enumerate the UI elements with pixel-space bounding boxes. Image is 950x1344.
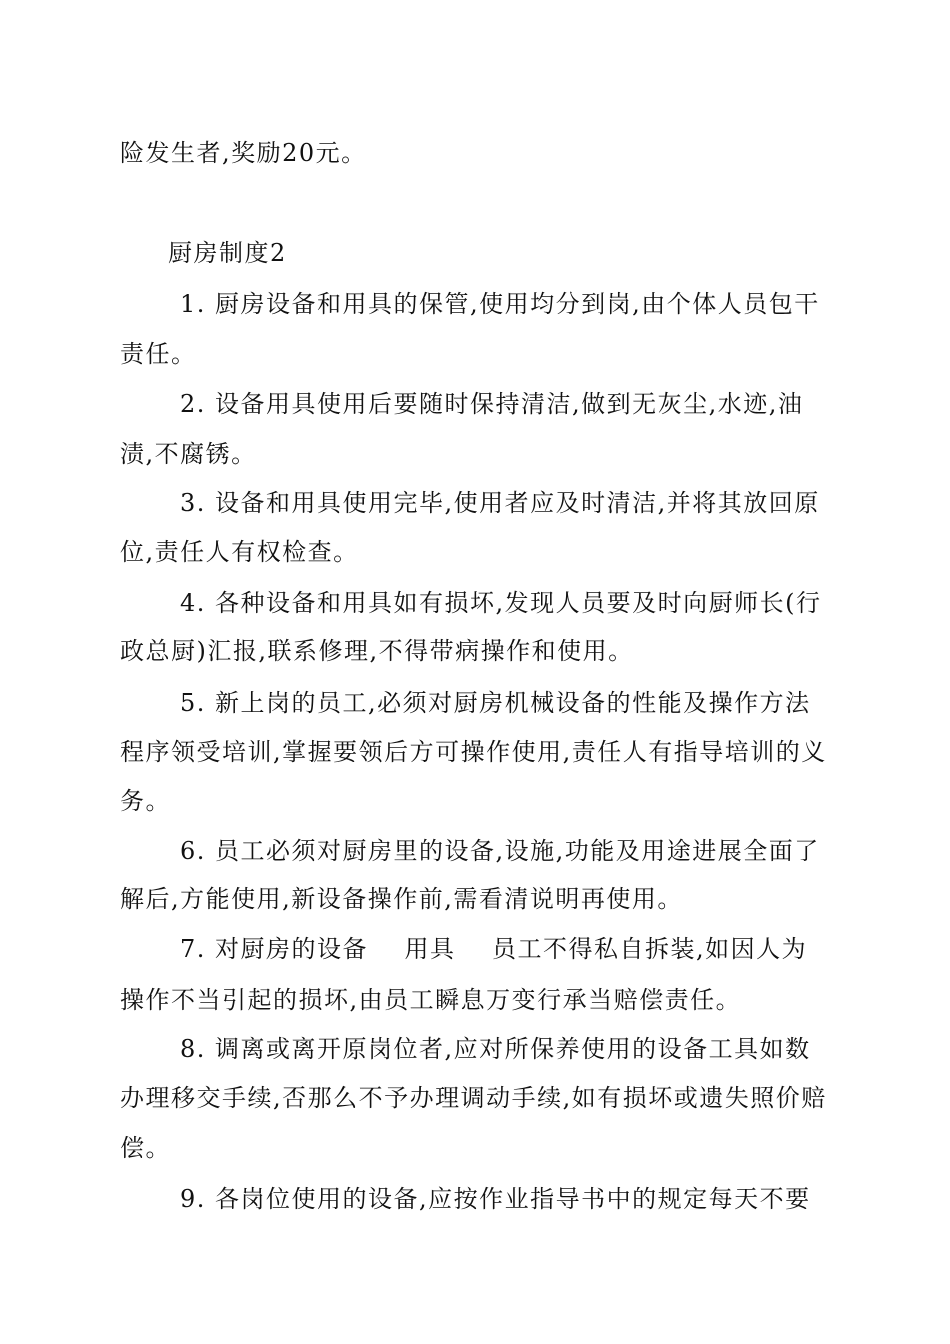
list-item-7-line-2: 操作不当引起的损坏,由员工瞬息万变行承当赔偿责任。 [120, 986, 742, 1014]
list-item-2-line-2: 渍,不腐锈。 [120, 440, 257, 468]
list-item-3-line-2: 位,责任人有权检查。 [120, 538, 359, 566]
list-item-4-line-2: 政总厨)汇报,联系修理,不得带病操作和使用。 [120, 637, 634, 665]
list-item-2-line-1: 2. 设备用具使用后要随时保持清洁,做到无灰尘,水迹,油 [180, 390, 804, 418]
list-item-4-line-1: 4. 各种设备和用具如有损坏,发现人员要及时向厨师长(行 [180, 589, 822, 617]
list-item-6-line-2: 解后,方能使用,新设备操作前,需看清说明再使用。 [120, 885, 683, 913]
section-title: 厨房制度2 [168, 239, 287, 267]
list-item-1-line-2: 责任。 [120, 340, 197, 368]
list-item-1-line-1: 1. 厨房设备和用具的保管,使用均分到岗,由个体人员包干 [180, 290, 820, 318]
list-item-8-line-2: 办理移交手续,否那么不予办理调动手续,如有损坏或遗失照价赔 [120, 1084, 827, 1112]
list-item-5-line-3: 务。 [120, 787, 171, 815]
list-item-5-line-1: 5. 新上岗的员工,必须对厨房机械设备的性能及操作方法 [180, 689, 811, 717]
list-item-8-line-3: 偿。 [120, 1134, 171, 1162]
list-item-6-line-1: 6. 员工必须对厨房里的设备,设施,功能及用途进展全面了 [180, 837, 820, 865]
continuation-text: 险发生者,奖励20元。 [120, 139, 367, 167]
list-item-7-line-1: 7. 对厨房的设备 用具 员工不得私自拆装,如因人为 [180, 935, 808, 963]
list-item-8-line-1: 8. 调离或离开原岗位者,应对所保养使用的设备工具如数 [180, 1035, 811, 1063]
list-item-3-line-1: 3. 设备和用具使用完毕,使用者应及时清洁,并将其放回原 [180, 489, 820, 517]
list-item-5-line-2: 程序领受培训,掌握要领后方可操作使用,责任人有指导培训的义 [120, 738, 827, 766]
list-item-9-line-1: 9. 各岗位使用的设备,应按作业指导书中的规定每天不要 [180, 1185, 811, 1213]
